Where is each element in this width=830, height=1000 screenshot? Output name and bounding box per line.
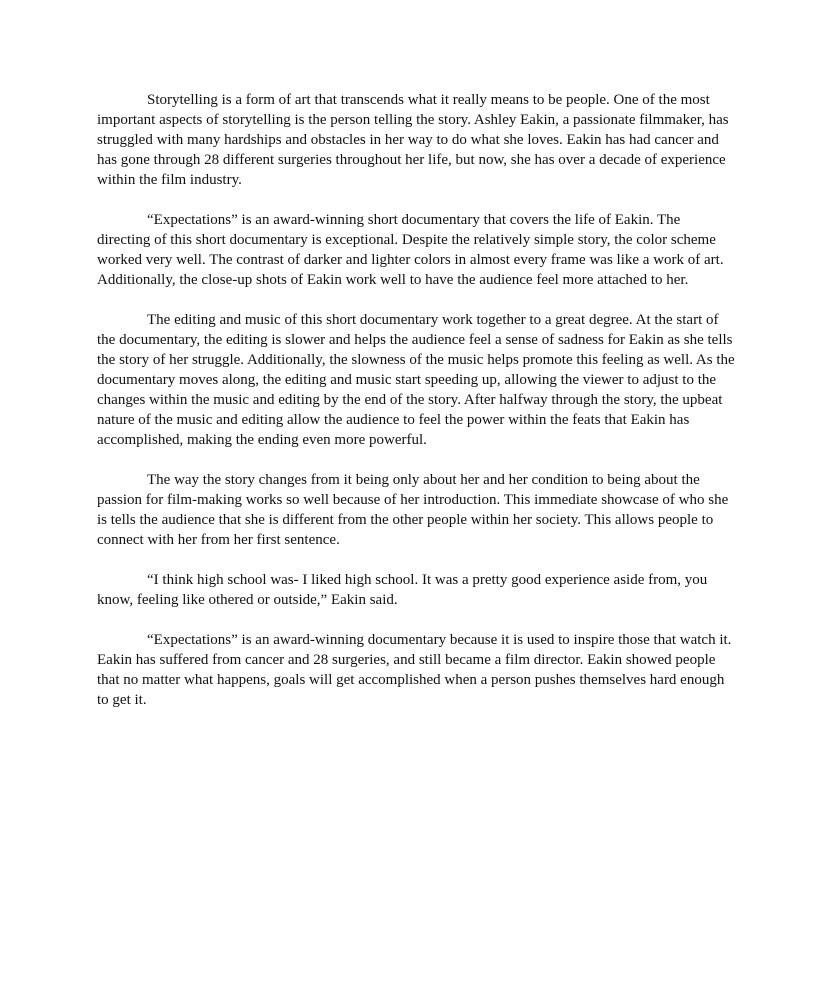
document-body <box>97 90 737 730</box>
paragraph-editing-music: The editing and music of this short documentary work together to a great degree. At the start of the documentary, the editing is slower and helps the audience feel a sense of sadness for Eakin as she tells the story of her struggle. Additionally, the slowness of the music helps promote this feeling as well. As the documentary moves along, the editing and music start speeding up, allowing the viewer to adjust to the changes within the music and editing by the end of the story. After halfway through the story, the upbeat nature of the music and editing allow the audience to feel the power within the feats that Eakin has accomplished, making the ending even more powerful. <box>97 312 735 448</box>
paragraph-directing: “Expectations” is an award-winning short documentary that covers the life of Eakin. The directing of this short documentary is exceptional. Despite the relatively simple story, the color scheme worked very well. The contrast of darker and lighter colors in almost every frame was like a work of art. Additionally, the close-up shots of Eakin work well to have the audience feel more attached to her. <box>97 212 724 288</box>
paragraph-conclusion: “Expectations” is an award-winning documentary because it is used to inspire those that watch it. Eakin has suffered from cancer and 28 surgeries, and still became a film director. Eakin showed people that no matter what happens, goals will get accomplished when a person pushes themselves hard enough to get it. <box>97 632 732 708</box>
paragraph-intro: Storytelling is a form of art that transcends what it really means to be people. One of the most important aspects of storytelling is the person telling the story. Ashley Eakin, a passionate filmmaker, has struggled with many hardships and obstacles in her way to do what she loves. Eakin has had cancer and has gone through 28 different surgeries throughout her life, but now, she has over a decade of experience within the film industry. <box>97 92 729 188</box>
paragraph-quote: “I think high school was- I liked high school. It was a pretty good experience aside from, you know, feeling like othered or outside,” Eakin said. <box>97 572 708 608</box>
paragraph-story-change: The way the story changes from it being only about her and her condition to being about the passion for film-making works so well because of her introduction. This immediate showcase of who she is tells the audience that she is different from the other people within her society. This allows people to connect with her from her first sentence. <box>97 472 729 548</box>
